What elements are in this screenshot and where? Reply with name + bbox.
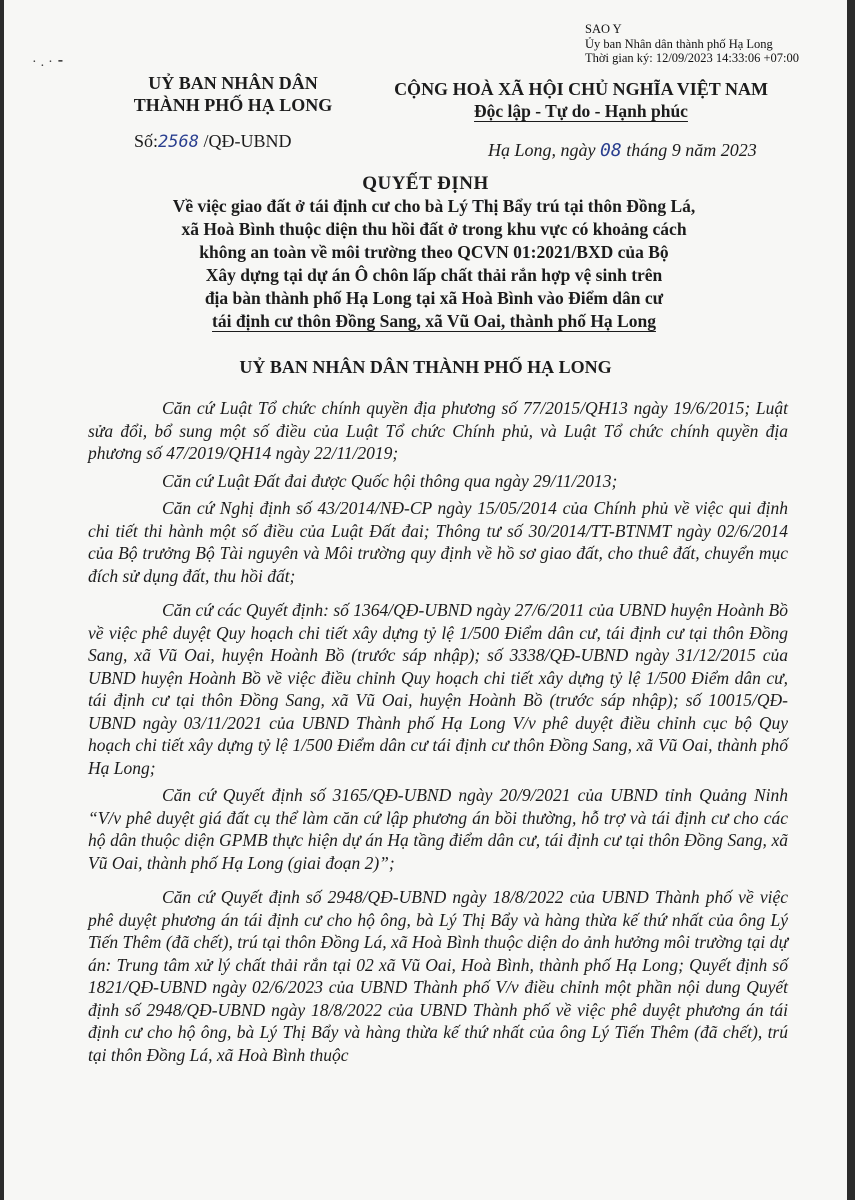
date-prefix: Hạ Long, ngày <box>488 140 600 160</box>
subject-line-1: Về việc giao đất ở tái định cư cho bà Lý Thị Bẩy trú tại thôn Đồng Lá, <box>172 196 696 216</box>
national-motto-header <box>376 78 786 122</box>
subject-line-5: địa bàn thành phố Hạ Long tại xã Hoà Bình vào Điểm dân cư <box>204 288 664 308</box>
stamp-label: SAO Y <box>585 22 622 36</box>
motto: Độc lập - Tự do - Hạnh phúc <box>474 101 688 121</box>
document-title: QUYẾT ĐỊNH <box>362 173 489 194</box>
copy-stamp <box>585 22 837 66</box>
subject-line-2: xã Hoà Bình thuộc diện thu hồi đất ở trong khu vực có khoảng cách <box>181 219 687 239</box>
document-number <box>134 131 291 152</box>
date-day-handwritten: 08 <box>600 140 622 161</box>
paragraph: Căn cứ Luật Đất đai được Quốc hội thông qua ngày 29/11/2013; <box>162 470 618 491</box>
paragraph: Căn cứ Luật Tổ chức chính quyền địa phương số 77/2015/QH13 ngày 19/6/2015; Luật sửa đổi, bổ sung một số điều của Luật Tổ chức Chính phủ, và Luật Tổ chức chính quyền địa phương số 47/2019/QH14 ngày 22/11/2019; <box>88 398 788 463</box>
country-name: CỘNG HOÀ XÃ HỘI CHỦ NGHĨA VIỆT NAM <box>394 79 768 99</box>
subject-line-4: Xây dựng tại dự án Ô chôn lấp chất thải rắn hợp vệ sinh trên <box>205 265 663 285</box>
document-page <box>4 0 847 1200</box>
subject-line-6: tái định cư thôn Đồng Sang, xã Vũ Oai, thành phố Hạ Long <box>212 311 656 331</box>
document-subject <box>134 195 734 333</box>
paragraph: Căn cứ các Quyết định: số 1364/QĐ-UBND ngày 27/6/2011 của UBND huyện Hoành Bồ về việc phê duyệt Quy hoạch chi tiết xây dựng tỷ lệ 1/500 Điểm dân cư, tái định cư tại thôn Đồng Sang, xã Vũ Oai, huyện Hoành Bồ (trước sáp nhập); số 3338/QĐ-UBND ngày 31/12/2015 của UBND huyện Hoành Bồ về việc điều chỉnh Quy hoạch chi tiết xây dựng tỷ lệ 1/500 Điểm dân cư, tái định cư tại thôn Đồng Sang, xã Vũ Oai, huyện Hoành Bồ (trước sáp nhập); số 10015/QĐ-UBND ngày 03/11/2021 của UBND Thành phố Hạ Long V/v phê duyệt điều chỉnh cục bộ Quy hoạch chi tiết xây dựng tỷ lệ 1/500 Điểm dân cư tái định cư thôn Đồng Sang, xã Vũ Oai, thành phố Hạ Long; <box>88 600 788 778</box>
subject-line-3: không an toàn về môi trường theo QCVN 01:2021/BXD của Bộ <box>199 242 669 262</box>
date-suffix: tháng 9 năm 2023 <box>621 140 757 160</box>
document-date <box>488 140 757 161</box>
document-body <box>88 397 788 1071</box>
paragraph: Căn cứ Quyết định số 2948/QĐ-UBND ngày 18/8/2022 của UBND Thành phố về việc phê duyệt phương án tái định cư cho hộ ông, bà Lý Thị Bẩy và hàng thừa kế thứ nhất của ông Lý Tiến Thêm (đã chết), trú tại thôn Đồng Lá, xã Hoà Bình thuộc diện do ảnh hưởng môi trường tại dự án: Trung tâm xử lý chất thải rắn tại 02 xã Vũ Oai, Hoà Bình, thành phố Hạ Long; Quyết định số 1821/QĐ-UBND ngày 02/6/2023 của UBND Thành phố V/v điều chỉnh một phần nội dung Quyết định số 2948/QĐ-UBND ngày 18/8/2022 của UBND Thành phố về việc phê duyệt phương án tái định cư cho hộ ông, bà Lý Thị Bẩy và hàng thừa kế thứ nhất của ông Lý Tiến Thêm (đã chết), trú tại thôn Đồng Lá, xã Hoà Bình thuộc <box>88 887 788 1065</box>
stamp-signed-time: Thời gian ký: 12/09/2023 14:33:06 +07:00 <box>585 51 800 65</box>
stamp-issuer: Ủy ban Nhân dân thành phố Hạ Long <box>585 36 773 51</box>
paragraph: Căn cứ Nghị định số 43/2014/NĐ-CP ngày 15/05/2014 của Chính phủ về việc qui định chi tiết thi hành một số điều của Luật Đất đai; Thông tư số 30/2014/TT-BTNMT ngày 02/6/2014 của Bộ trưởng Bộ Tài nguyên và Môi trường quy định về hồ sơ giao đất, cho thuê đất, chuyển mục đích sử dụng đất, thu hồi đất; <box>88 498 788 586</box>
scan-marks: ·.·⁃ <box>32 55 68 70</box>
paragraph: Căn cứ Quyết định số 3165/QĐ-UBND ngày 20/9/2021 của UBND tỉnh Quảng Ninh “V/v phê duyệt giá đất cụ thể làm căn cứ lập phương án bồi thường, hỗ trợ và tái định cư cho các hộ dân thuộc diện GPMB thực hiện dự án Hạ tầng điểm dân cư, tái định cư tại thôn Đồng Sang, xã Vũ Oai, thành phố Hạ Long (giai đoạn 2)”; <box>88 785 788 873</box>
authority-line-2: THÀNH PHỐ HẠ LONG <box>133 95 333 115</box>
doc-number-handwritten: 2568 <box>158 132 199 152</box>
doc-number-prefix: Số: <box>134 131 159 151</box>
issuing-authority-header <box>98 72 368 116</box>
doc-number-suffix: /QĐ-UBND <box>198 131 292 151</box>
authority-line-1: UỶ BAN NHÂN DÂN <box>148 73 318 93</box>
decision-authority: UỶ BAN NHÂN DÂN THÀNH PHỐ HẠ LONG <box>239 357 612 377</box>
page-edge-shadow <box>847 0 855 1200</box>
